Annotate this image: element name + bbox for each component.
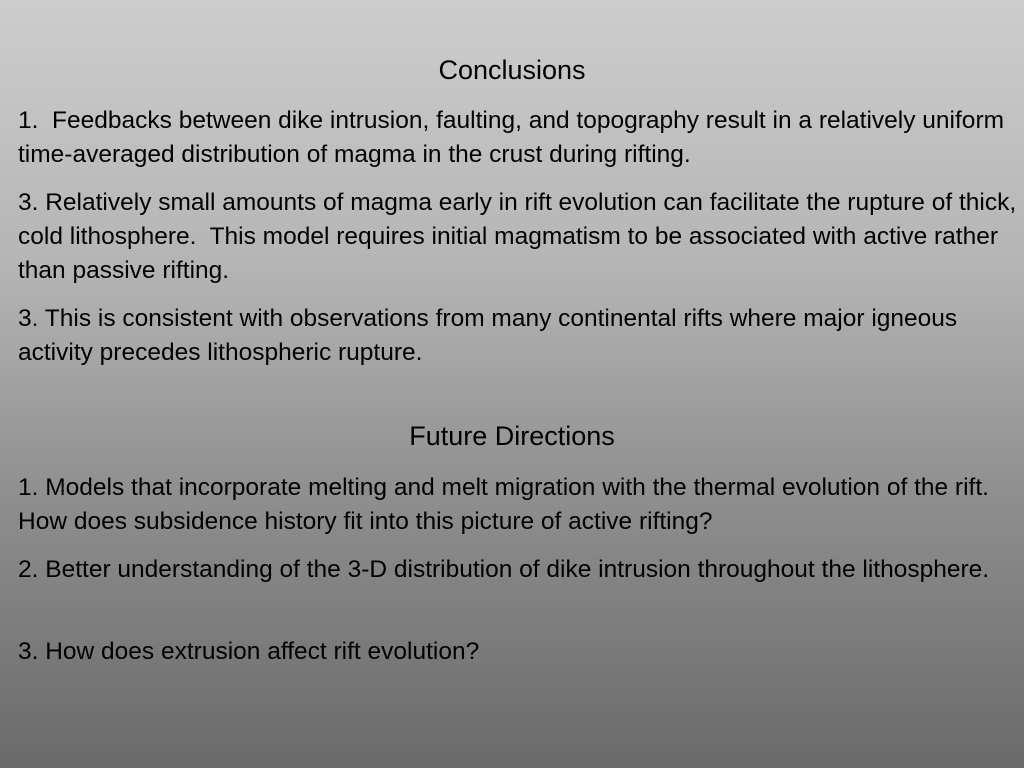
- future-direction-item-2: 2. Better understanding of the 3-D distribution of dike intrusion throughout the lithosphere.: [18, 556, 990, 583]
- conclusion-item-3: 3. This is consistent with observations from many continental rifts where major igneous activity precedes lithospheric rupture.: [18, 305, 964, 366]
- future-directions-heading: Future Directions: [409, 421, 615, 451]
- conclusions-heading: Conclusions: [438, 55, 586, 85]
- conclusion-item-1: 1. Feedbacks between dike intrusion, faulting, and topography result in a relatively uniform time-averaged distribution of magma in the crust during rifting.: [18, 107, 1011, 168]
- conclusion-item-2: 3. Relatively small amounts of magma early in rift evolution can facilitate the rupture of thick, cold lithosphere. This model requires initial magmatism to be associated with active rather than passive rifting.: [18, 189, 1023, 284]
- future-direction-item-1: 1. Models that incorporate melting and melt migration with the thermal evolution of the rift. How does subsidence history fit into this picture of active rifting?: [18, 474, 1003, 535]
- future-direction-item-3: 3. How does extrusion affect rift evolution?: [18, 638, 480, 665]
